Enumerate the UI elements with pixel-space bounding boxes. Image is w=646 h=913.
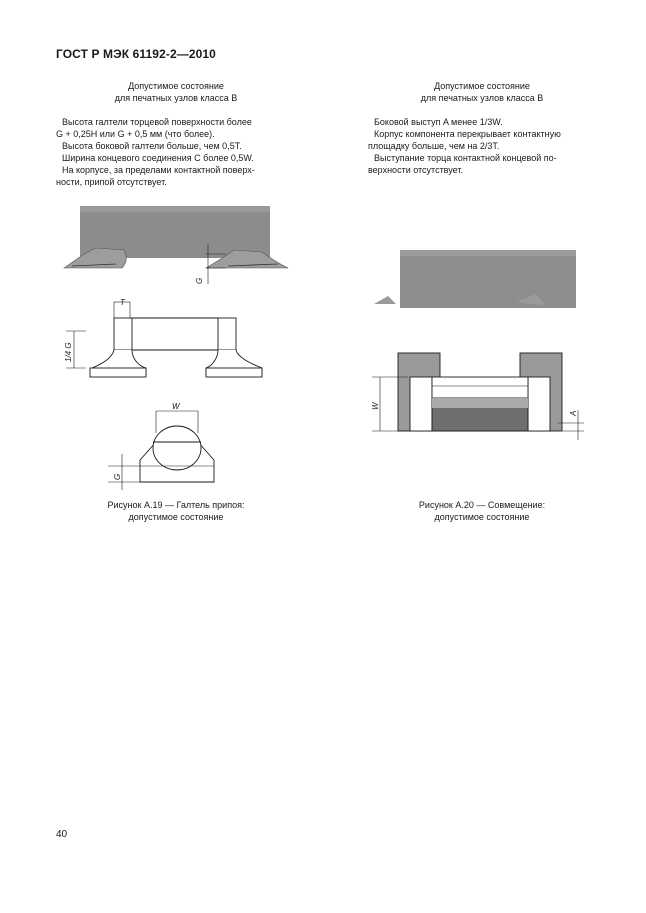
quarter-g-dimension	[64, 331, 86, 368]
label-w-right: W	[371, 402, 380, 410]
left-column-text	[56, 80, 296, 188]
left-text-line: Высота боковой галтели больше, чем 0,5T.	[62, 141, 242, 151]
right-heading-line1: Допустимое состояние	[434, 81, 530, 91]
label-a: A	[569, 410, 578, 416]
top-view-outline	[398, 353, 562, 431]
caption-line: Рисунок А.19 — Галтель припоя:	[107, 500, 245, 510]
left-text-line: ности, припой отсутствует.	[56, 177, 167, 187]
left-text-line: Высота галтели торцевой поверхности более	[62, 117, 252, 127]
figure-a20	[368, 240, 598, 445]
caption-line: допустимое состояние	[434, 512, 530, 522]
document-header: ГОСТ Р МЭК 61192-2—2010	[56, 47, 216, 61]
left-heading-line1: Допустимое состояние	[128, 81, 224, 91]
right-text-line: Выступание торца контактной концевой по-	[374, 153, 557, 163]
right-text-line: Боковой выступ A менее 1/3W.	[374, 117, 503, 127]
label-w-left: W	[172, 402, 180, 411]
label-g-top: G	[195, 277, 204, 284]
left-text-line: Ширина концевого соединения C более 0,5W.	[62, 153, 254, 163]
figure-a19-caption	[56, 499, 296, 523]
figure-a20-caption	[368, 499, 596, 523]
page-number: 40	[56, 829, 68, 840]
right-column-text	[368, 80, 596, 176]
label-quarter-g: 1/4 G	[64, 342, 73, 362]
label-t: T	[120, 298, 125, 307]
solder-fillet-photo	[64, 206, 288, 268]
right-heading-line2: для печатных узлов класса В	[420, 93, 544, 103]
right-text-line: площадку больше, чем на 2/3T.	[368, 141, 500, 151]
left-text-line: На корпусе, за пределами контактной поверх-	[62, 165, 255, 175]
right-text-line: Корпус компонента перекрывает контактную	[374, 129, 561, 139]
side-view-outline	[90, 302, 262, 377]
alignment-photo	[374, 250, 576, 308]
left-text-line: G + 0,25H или G + 0,5 мм (что более).	[56, 129, 215, 139]
g-dimension-bottom	[108, 454, 140, 490]
left-heading-line2: для печатных узлов класса В	[114, 93, 238, 103]
right-text-line: верхности отсутствует.	[368, 165, 464, 175]
caption-line: допустимое состояние	[128, 512, 224, 522]
figure-a19	[56, 198, 296, 493]
caption-line: Рисунок А.20 — Совмещение:	[418, 500, 546, 510]
end-view-outline	[140, 411, 214, 482]
label-g-bottom: G	[113, 473, 122, 480]
